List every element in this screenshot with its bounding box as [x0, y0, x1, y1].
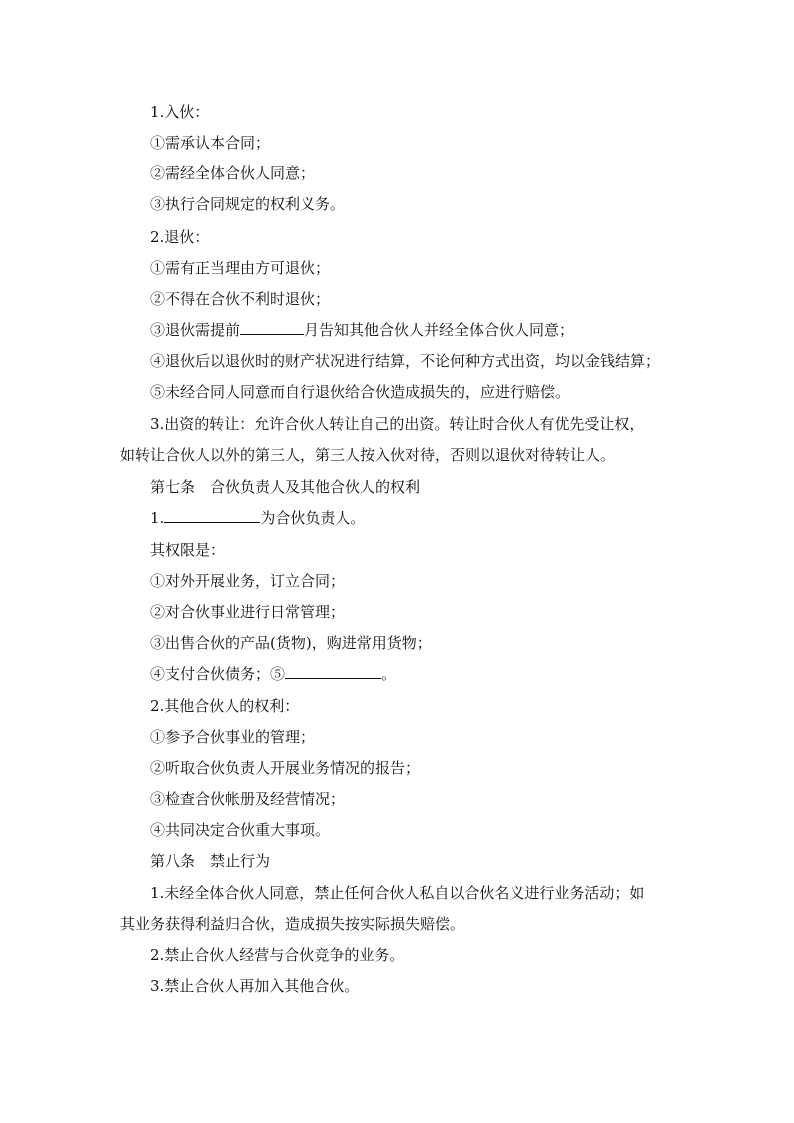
- others-item-3: ③检查合伙帐册及经营情况；: [150, 790, 346, 808]
- others-heading: 2.其他合伙人的权利：: [150, 697, 300, 715]
- power4-after: 。: [381, 665, 397, 683]
- ban-3: 3.禁止合伙人再加入其他合伙。: [150, 977, 360, 995]
- withdraw-item-2: ②不得在合伙不利时退伙；: [150, 290, 331, 308]
- powers-heading: 其权限是：: [150, 541, 226, 559]
- withdraw-notice-after: 月告知其他合伙人并经全体合伙人同意；: [304, 321, 575, 339]
- article-7-heading: 第七条 合伙负责人及其他合伙人的权利: [150, 478, 421, 496]
- others-item-2: ②听取合伙负责人开展业务情况的报告；: [150, 759, 421, 777]
- power-item-2: ②对合伙事业进行日常管理；: [150, 603, 346, 621]
- notice-months-blank[interactable]: [240, 320, 304, 335]
- power5-blank[interactable]: [285, 664, 381, 679]
- article-8-heading: 第八条 禁止行为: [150, 852, 271, 870]
- power4-before: ④支付合伙债务；⑤: [150, 665, 286, 683]
- power-item-3: ③出售合伙的产品(货物)，购进常用货物；: [150, 634, 432, 652]
- leader-before: 1.: [150, 509, 165, 527]
- power-item-1: ①对外开展业务，订立合同；: [150, 572, 346, 590]
- withdraw-item-1: ①需有正当理由方可退伙；: [150, 259, 331, 277]
- leader-after: 为合伙负责人。: [260, 509, 366, 527]
- ban-2: 2.禁止合伙人经营与合伙竞争的业务。: [150, 946, 405, 964]
- power-item-4: [150, 664, 710, 684]
- join-item-1: ①需承认本合同；: [150, 134, 271, 152]
- join-item-2: ②需经全体合伙人同意；: [150, 164, 316, 182]
- leader-name-blank[interactable]: [164, 508, 260, 523]
- join-item-3: ③执行合同规定的权利义务。: [150, 195, 346, 213]
- others-item-1: ①参予合伙事业的管理；: [150, 728, 316, 746]
- withdraw-item-5: ⑤未经合同人同意而自行退伙给合伙造成损失的，应进行赔偿。: [150, 383, 571, 401]
- withdraw-item-3: [150, 320, 710, 340]
- leader-line: [150, 508, 710, 528]
- section-join-heading: 1.入伙：: [150, 103, 210, 121]
- ban-1-line-1: 1.未经全体合伙人同意，禁止任何合伙人私自以合伙名义进行业务活动；如: [150, 884, 645, 902]
- others-item-4: ④共同决定合伙重大事项。: [150, 821, 331, 839]
- transfer-line-1: 3.出资的转让：允许合伙人转让自己的出资。转让时合伙人有优先受让权，: [150, 415, 645, 433]
- withdraw-item-4: ④退伙后以退伙时的财产状况进行结算，不论何种方式出资，均以金钱结算；: [150, 352, 661, 370]
- withdraw-notice-before: ③退伙需提前: [150, 321, 241, 339]
- transfer-line-2: 如转让合伙人以外的第三人，第三人按入伙对待，否则以退伙对待转让人。: [120, 446, 616, 464]
- section-withdraw-heading: 2.退伙：: [150, 228, 210, 246]
- ban-1-line-2: 其业务获得利益归合伙，造成损失按实际损失赔偿。: [120, 915, 466, 933]
